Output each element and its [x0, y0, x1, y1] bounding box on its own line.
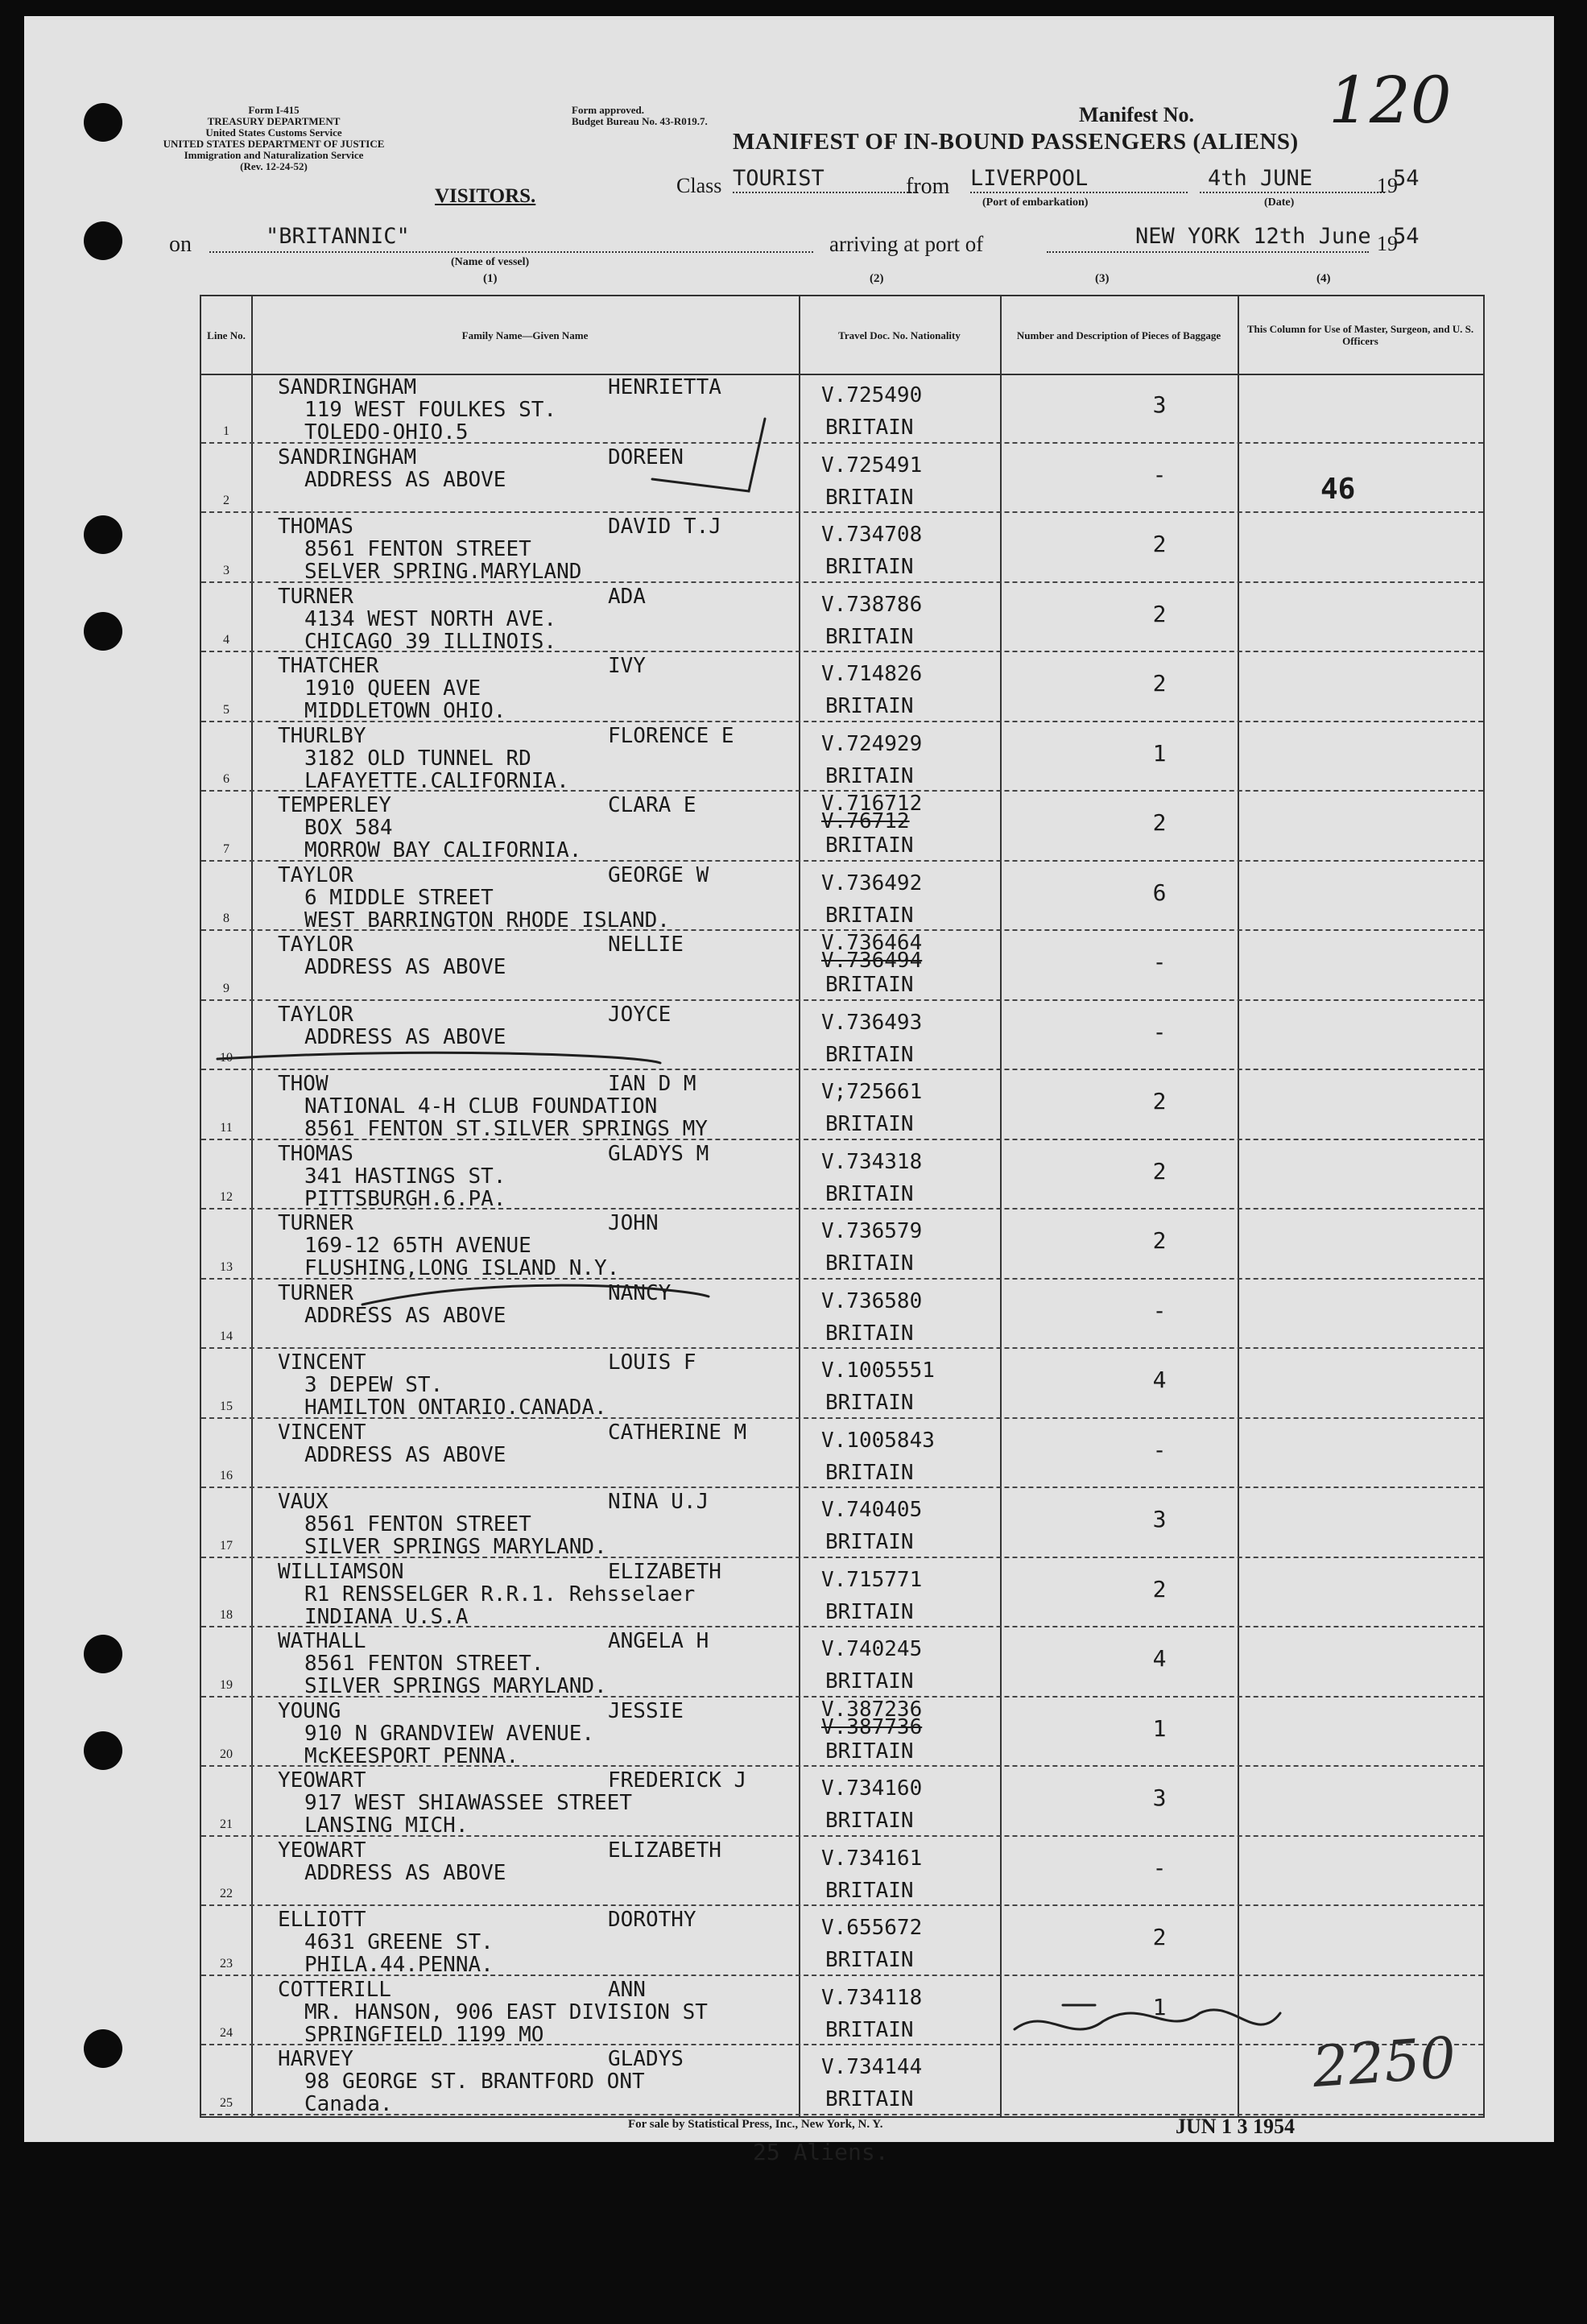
travel-doc-no: V.387236: [821, 1697, 923, 1722]
header-line-no: Line No.: [207, 329, 246, 341]
header-officers: This Column for Use of Master, Surgeon, and U. S. Officers: [1246, 323, 1474, 347]
address-line: SILVER SPRINGS MARYLAND.: [304, 1674, 607, 1698]
nationality: BRITAIN: [825, 555, 914, 579]
travel-doc-no: V.736579: [821, 1219, 923, 1243]
baggage-count: 6: [1152, 879, 1167, 906]
nationality: BRITAIN: [825, 1948, 914, 1972]
travel-doc-no: V.736493: [821, 1010, 923, 1035]
baggage-count: -: [1152, 1018, 1167, 1045]
given-name: GLADYS M: [608, 1141, 709, 1166]
address-line: INDIANA U.S.A: [304, 1604, 469, 1629]
baggage-count: -: [1152, 461, 1167, 488]
header-name: Family Name—Given Name: [461, 329, 589, 341]
line-number: 8: [223, 912, 229, 925]
address-line: ADDRESS AS ABOVE: [304, 467, 506, 492]
nationality: BRITAIN: [825, 973, 914, 997]
family-name: THOW: [278, 1072, 329, 1096]
line-number: 1: [223, 424, 229, 438]
baggage-count: -: [1152, 1296, 1167, 1324]
year-value: 54: [1393, 166, 1420, 191]
manifest-no-handwritten: 120: [1329, 63, 1452, 138]
given-name: NELLIE: [608, 932, 684, 957]
date-value: 4th JUNE: [1208, 166, 1313, 191]
family-name: SANDRINGHAM: [278, 445, 417, 469]
address-line: 341 HASTINGS ST.: [304, 1164, 506, 1189]
nationality: BRITAIN: [825, 1809, 914, 1833]
binder-hole: [84, 2029, 122, 2068]
travel-doc-no: V.724929: [821, 731, 923, 756]
address-line: 3 DEPEW ST.: [304, 1373, 444, 1397]
line-number: 18: [220, 1608, 233, 1622]
family-name: TAYLOR: [278, 862, 353, 887]
given-name: LOUIS F: [608, 1350, 696, 1375]
baggage-count: 2: [1152, 1157, 1167, 1185]
baggage-count: -: [1152, 1436, 1167, 1463]
line-number: 22: [220, 1887, 233, 1900]
travel-doc-no: V.1005843: [821, 1428, 935, 1453]
family-name: THATCHER: [278, 654, 379, 678]
family-name: VINCENT: [278, 1420, 366, 1445]
given-name: JOYCE: [608, 1002, 672, 1027]
given-name: IAN D M: [608, 1072, 696, 1096]
given-name: JOHN: [608, 1211, 659, 1235]
travel-doc-no: V.740405: [821, 1498, 923, 1522]
line-number: 21: [220, 1817, 233, 1831]
class-label: Class: [676, 174, 722, 197]
family-name: THURLBY: [278, 723, 366, 748]
col-num-4: (4): [1316, 272, 1331, 285]
nationality: BRITAIN: [825, 2087, 914, 2111]
baggage-count: 2: [1152, 531, 1167, 557]
nationality: BRITAIN: [825, 1599, 914, 1624]
travel-doc-no: V.736580: [821, 1288, 923, 1313]
line-number: 23: [220, 1956, 233, 1970]
address-line: SELVER SPRING.MARYLAND: [304, 560, 582, 584]
binder-hole: [84, 612, 122, 651]
baggage-count: 2: [1152, 1924, 1167, 1950]
family-name: VAUX: [278, 1490, 329, 1514]
baggage-count: 1: [1152, 739, 1167, 767]
address-line: 8561 FENTON STREET: [304, 1512, 531, 1536]
nationality: BRITAIN: [825, 1669, 914, 1693]
binder-hole: [84, 221, 122, 260]
given-name: DAVID T.J: [608, 515, 721, 539]
struck-doc-no: V.76712: [821, 809, 910, 833]
address-line: 98 GEORGE ST. BRANTFORD ONT: [304, 2070, 645, 2094]
handwritten-number: 2250: [1310, 2024, 1458, 2101]
nationality: BRITAIN: [825, 694, 914, 718]
nationality: BRITAIN: [825, 1739, 914, 1764]
line-number: 17: [220, 1538, 233, 1553]
baggage-count: 2: [1152, 1575, 1167, 1602]
vessel-caption: (Name of vessel): [451, 256, 530, 268]
address-line: NATIONAL 4-H CLUB FOUNDATION: [304, 1094, 658, 1119]
address-line: R1 RENSSELGER R.R.1. Rehsselaer: [304, 1582, 696, 1607]
nationality: BRITAIN: [825, 1181, 914, 1206]
address-line: PITTSBURGH.6.PA.: [304, 1186, 506, 1211]
given-name: DOREEN: [608, 445, 684, 469]
address-line: SPRINGFIELD 1199 MO: [304, 2022, 544, 2047]
given-name: NINA U.J: [608, 1490, 709, 1514]
budget-bureau-line: Budget Bureau No. 43-R019.7.: [572, 115, 708, 127]
binder-hole: [84, 515, 122, 554]
address-line: 4631 GREENE ST.: [304, 1930, 494, 1954]
baggage-count: 4: [1152, 1367, 1167, 1393]
vessel-name: "BRITANNIC": [266, 224, 410, 249]
family-name: TURNER: [278, 1211, 353, 1235]
officer-note: 46: [1320, 472, 1356, 506]
address-line: 8561 FENTON STREET.: [304, 1652, 544, 1676]
nationality: BRITAIN: [825, 1042, 914, 1067]
line-number: 2: [223, 494, 229, 507]
family-name: HARVEY: [278, 2047, 353, 2071]
given-name: ANN: [608, 1977, 646, 2002]
given-name: ANGELA H: [608, 1629, 709, 1653]
address-line: ADDRESS AS ABOVE: [304, 1442, 506, 1467]
family-name: TAYLOR: [278, 1002, 353, 1027]
family-name: TAYLOR: [278, 932, 353, 957]
family-name: TURNER: [278, 584, 353, 609]
manifest-title: MANIFEST OF IN-BOUND PASSENGERS (ALIENS): [733, 129, 1299, 155]
family-name: WILLIAMSON: [278, 1559, 404, 1584]
family-name: ELLIOTT: [278, 1908, 366, 1932]
line-number: 20: [220, 1747, 233, 1761]
travel-doc-no: V.734118: [821, 1985, 923, 2010]
family-name: THOMAS: [278, 515, 353, 539]
header-baggage: Number and Description of Pieces of Baggage: [1016, 329, 1221, 341]
from-value: LIVERPOOL: [970, 166, 1089, 191]
given-name: ELIZABETH: [608, 1838, 721, 1863]
travel-doc-no: V.734161: [821, 1846, 923, 1871]
baggage-count: 2: [1152, 1227, 1167, 1254]
address-line: 169-12 65TH AVENUE: [304, 1234, 531, 1258]
given-name: ADA: [608, 584, 646, 609]
manifest-sheet: [24, 16, 1554, 2165]
family-name: YEOWART: [278, 1838, 366, 1863]
approval-line: Form approved.: [572, 104, 645, 116]
travel-doc-no: V.736464: [821, 931, 923, 955]
family-name: THOMAS: [278, 1141, 353, 1166]
given-name: CLARA E: [608, 793, 696, 817]
address-line: ADDRESS AS ABOVE: [304, 1303, 506, 1328]
arrival-value: NEW YORK 12th June: [1135, 224, 1371, 249]
address-line: 1910 QUEEN AVE: [304, 676, 481, 701]
baggage-count: 2: [1152, 809, 1167, 836]
nationality: BRITAIN: [825, 416, 914, 440]
address-line: LANSING MICH.: [304, 1813, 469, 1838]
address-line: MR. HANSON, 906 EAST DIVISION ST: [304, 1999, 708, 2024]
struck-doc-no: V.387736: [821, 1714, 923, 1739]
line-number: 12: [220, 1190, 233, 1204]
col-num-1: (1): [483, 272, 498, 285]
address-line: 8561 FENTON STREET: [304, 537, 531, 561]
col-num-2: (2): [870, 272, 884, 285]
address-line: 910 N GRANDVIEW AVENUE.: [304, 1721, 595, 1746]
travel-doc-no: V.734144: [821, 2055, 923, 2079]
travel-doc-no: V;725661: [821, 1080, 923, 1104]
class-value: TOURIST: [733, 166, 824, 191]
nationality: BRITAIN: [825, 485, 914, 510]
baggage-count: 2: [1152, 600, 1167, 627]
travel-doc-no: V.725491: [821, 453, 923, 478]
address-line: TOLEDO-OHIO.5: [304, 420, 469, 445]
family-name: COTTERILL: [278, 1977, 391, 2002]
baggage-count: 1: [1152, 1714, 1167, 1742]
travel-doc-no: V.734160: [821, 1776, 923, 1801]
baggage-count: 3: [1152, 391, 1167, 418]
nationality: BRITAIN: [825, 1112, 914, 1136]
given-name: NANCY: [608, 1280, 672, 1305]
travel-doc-no: V.714826: [821, 662, 923, 686]
form-revision: (Rev. 12-24-52): [240, 160, 308, 172]
binder-hole: [84, 1731, 122, 1770]
handwritten-checkmarks: [24, 16, 1554, 2142]
travel-doc-no: V.738786: [821, 592, 923, 617]
family-name: SANDRINGHAM: [278, 375, 417, 399]
address-line: CHICAGO 39 ILLINOIS.: [304, 629, 557, 654]
nationality: BRITAIN: [825, 1460, 914, 1485]
struck-doc-no: V.736494: [821, 949, 923, 973]
line-number: 24: [220, 2026, 233, 2040]
nationality: BRITAIN: [825, 1878, 914, 1903]
address-line: McKEESPORT PENNA.: [304, 1743, 519, 1768]
given-name: CATHERINE M: [608, 1420, 747, 1445]
given-name: JESSIE: [608, 1698, 684, 1723]
line-number: 3: [223, 563, 229, 577]
nationality: BRITAIN: [825, 833, 914, 858]
port-caption: (Port of embarkation): [982, 196, 1089, 209]
given-name: HENRIETTA: [608, 375, 721, 399]
baggage-count: 3: [1152, 1506, 1167, 1532]
from-label: from: [906, 174, 950, 199]
form-number: Form I-415: [248, 104, 300, 116]
address-line: 4134 WEST NORTH AVE.: [304, 606, 557, 631]
baggage-count: 2: [1152, 1088, 1167, 1114]
line-number: 19: [220, 1677, 233, 1692]
travel-doc-no: V.734708: [821, 523, 923, 547]
travel-doc-no: V.736492: [821, 870, 923, 895]
baggage-count: 3: [1152, 1784, 1167, 1811]
baggage-count: 4: [1152, 1645, 1167, 1672]
family-name: TEMPERLEY: [278, 793, 391, 817]
given-name: GLADYS: [608, 2047, 684, 2071]
address-line: Canada.: [304, 2092, 393, 2116]
address-line: HAMILTON ONTARIO.CANADA.: [304, 1396, 607, 1420]
line-number: 16: [220, 1469, 233, 1482]
arrival-year-prefix: 19: [1377, 232, 1398, 255]
nationality: BRITAIN: [825, 903, 914, 928]
date-stamp: JUN 1 3 1954: [1176, 2115, 1296, 2138]
manifest-no-label: Manifest No.: [1079, 103, 1194, 126]
address-line: BOX 584: [304, 816, 393, 840]
binder-hole: [84, 103, 122, 142]
family-name: VINCENT: [278, 1350, 366, 1375]
address-line: MIDDLETOWN OHIO.: [304, 699, 506, 723]
nationality: BRITAIN: [825, 1321, 914, 1346]
address-line: MORROW BAY CALIFORNIA.: [304, 838, 582, 862]
nationality: BRITAIN: [825, 624, 914, 649]
arrival-year: 54: [1393, 224, 1420, 249]
given-name: IVY: [608, 654, 646, 678]
dept-treasury: TREASURY DEPARTMENT: [207, 115, 341, 127]
header-doc: Travel Doc. No. Nationality: [838, 329, 961, 341]
nationality: BRITAIN: [825, 2017, 914, 2042]
address-line: SILVER SPRINGS MARYLAND.: [304, 1535, 607, 1559]
travel-doc-no: V.734318: [821, 1149, 923, 1174]
given-name: FREDERICK J: [608, 1768, 747, 1793]
given-name: ELIZABETH: [608, 1559, 721, 1584]
line-number: 10: [220, 1051, 233, 1065]
date-caption: (Date): [1264, 196, 1295, 209]
dept-justice: UNITED STATES DEPARTMENT OF JUSTICE: [163, 138, 385, 150]
baggage-count: 1: [1152, 1993, 1167, 2020]
line-number: 9: [223, 981, 229, 995]
sale-note: For sale by Statistical Press, Inc., New York, N. Y.: [628, 2118, 883, 2131]
nationality: BRITAIN: [825, 1251, 914, 1276]
address-line: 8561 FENTON ST.SILVER SPRINGS MY: [304, 1117, 708, 1141]
address-line: 6 MIDDLE STREET: [304, 885, 494, 910]
total-aliens: 25 Aliens.: [753, 2139, 889, 2165]
baggage-count: 2: [1152, 670, 1167, 697]
line-number: 7: [223, 842, 229, 856]
nationality: BRITAIN: [825, 763, 914, 788]
arriving-label: arriving at port of: [829, 232, 984, 256]
nationality: BRITAIN: [825, 1391, 914, 1415]
travel-doc-no: V.1005551: [821, 1358, 935, 1383]
line-number: 5: [223, 702, 229, 717]
line-number: 13: [220, 1259, 233, 1274]
col-num-3: (3): [1095, 272, 1110, 285]
baggage-count: -: [1152, 949, 1167, 975]
baggage-count: -: [1152, 1854, 1167, 1881]
line-number: 15: [220, 1399, 233, 1413]
line-number: 11: [220, 1120, 233, 1135]
travel-doc-no: V.716712: [821, 792, 923, 816]
address-line: PHILA.44.PENNA.: [304, 1953, 494, 1977]
address-line: WEST BARRINGTON RHODE ISLAND.: [304, 908, 670, 932]
address-line: 917 WEST SHIAWASSEE STREET: [304, 1791, 632, 1815]
visitors-label: VISITORS.: [435, 185, 536, 207]
address-line: 3182 OLD TUNNEL RD: [304, 746, 531, 771]
address-line: 119 WEST FOULKES ST.: [304, 398, 557, 422]
binder-hole: [84, 1635, 122, 1673]
line-number: 14: [220, 1329, 233, 1343]
line-number: 25: [220, 2095, 233, 2110]
travel-doc-no: V.715771: [821, 1567, 923, 1592]
given-name: DOROTHY: [608, 1908, 696, 1932]
address-line: ADDRESS AS ABOVE: [304, 1860, 506, 1885]
address-line: ADDRESS AS ABOVE: [304, 1024, 506, 1049]
on-label: on: [169, 232, 192, 257]
dept-customs: United States Customs Service: [205, 126, 342, 139]
line-number: 4: [223, 633, 229, 647]
given-name: GEORGE W: [608, 862, 709, 887]
address-line: LAFAYETTE.CALIFORNIA.: [304, 768, 569, 793]
year-prefix: 19: [1377, 174, 1398, 197]
dept-ins: Immigration and Naturalization Service: [184, 149, 364, 161]
family-name: TURNER: [278, 1280, 353, 1305]
nationality: BRITAIN: [825, 1530, 914, 1554]
travel-doc-no: V.655672: [821, 1916, 923, 1940]
family-name: YOUNG: [278, 1698, 341, 1723]
line-number: 6: [223, 772, 229, 786]
given-name: FLORENCE E: [608, 723, 734, 748]
travel-doc-no: V.740245: [821, 1637, 923, 1661]
address-line: ADDRESS AS ABOVE: [304, 955, 506, 979]
family-name: YEOWART: [278, 1768, 366, 1793]
address-line: FLUSHING,LONG ISLAND N.Y.: [304, 1256, 620, 1280]
family-name: WATHALL: [278, 1629, 366, 1653]
travel-doc-no: V.725490: [821, 383, 923, 407]
